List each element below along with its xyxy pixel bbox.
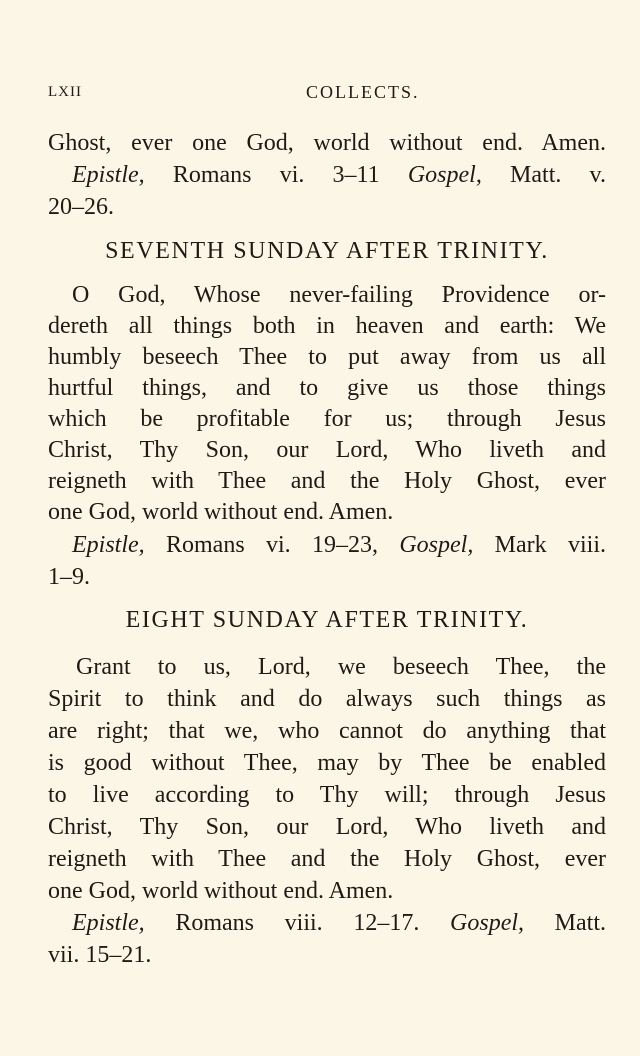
collect-line: reigneth with Thee and the Holy Ghost, ever — [48, 468, 606, 494]
epistle-label: Epistle, — [72, 162, 145, 188]
scripture-reference-tail: vii. 15–21. — [48, 942, 152, 968]
collect-line: one God, world without end. Amen. — [48, 878, 394, 904]
collect-line: humbly beseech Thee to put away from us all — [48, 344, 606, 370]
scripture-reference — [72, 908, 606, 938]
collect-line: Spirit to think and do always such things as — [48, 686, 606, 712]
gospel-label: Gospel, — [450, 910, 525, 936]
epistle-label: Epistle, — [72, 910, 145, 936]
epistle-reference: Romans vi. 3–11 — [144, 162, 380, 188]
collect-line: are right; that we, who cannot do anything that — [48, 718, 606, 744]
collect-line: Christ, Thy Son, our Lord, Who liveth and — [48, 437, 606, 463]
section-heading-eighth: EIGHT SUNDAY AFTER TRINITY. — [125, 607, 529, 633]
continuation-reference-tail: 20–26. — [48, 194, 114, 220]
epistle-reference: Romans viii. 12–17. — [144, 910, 420, 936]
collect-line: dereth all things both in heaven and earth: We — [48, 313, 606, 339]
gospel-label: Gospel, — [407, 162, 482, 188]
page-number: LXII — [48, 84, 82, 100]
collect-line: which be profitable for us; through Jesus — [48, 406, 606, 432]
scripture-reference — [72, 530, 606, 560]
continuation-line: Ghost, ever one God, world without end. Amen. — [48, 130, 606, 156]
gospel-reference: Mark viii. — [473, 532, 606, 558]
scripture-reference-tail: 1–9. — [48, 564, 90, 590]
epistle-reference: Romans vi. 19–23, — [144, 532, 378, 558]
gospel-label: Gospel, — [399, 532, 474, 558]
gospel-reference: Matt. v. — [481, 162, 606, 188]
collect-line: Christ, Thy Son, our Lord, Who liveth and — [48, 814, 606, 840]
collect-line: Grant to us, Lord, we beseech Thee, the — [76, 654, 606, 680]
collect-line: O God, Whose never-failing Providence or- — [72, 282, 606, 308]
collect-line: reigneth with Thee and the Holy Ghost, ever — [48, 846, 606, 872]
epistle-label: Epistle, — [72, 532, 145, 558]
collect-line: hurtful things, and to give us those things — [48, 375, 606, 401]
continuation-reference — [72, 160, 606, 190]
gospel-reference: Matt. — [524, 910, 607, 936]
collect-line: to live according to Thy will; through Jesus — [48, 782, 606, 808]
collect-line: one God, world without end. Amen. — [48, 499, 394, 525]
section-heading-seventh: SEVENTH SUNDAY AFTER TRINITY. — [105, 238, 549, 264]
collect-line: is good without Thee, may by Thee be enabled — [48, 750, 606, 776]
page-header — [48, 84, 606, 108]
running-title: COLLECTS. — [306, 82, 420, 102]
